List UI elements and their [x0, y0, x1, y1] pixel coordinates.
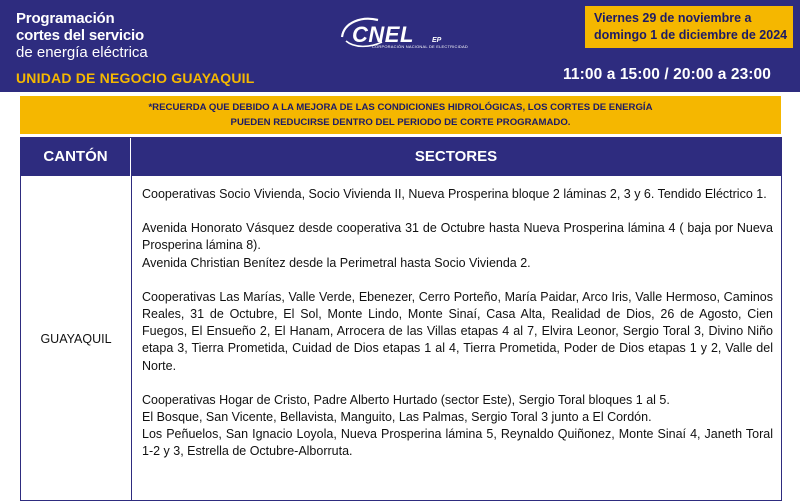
logo-suffix: EP [432, 37, 442, 44]
page-title [16, 10, 148, 61]
sector-paragraph [142, 392, 773, 461]
header-canton: CANTÓN [21, 138, 131, 176]
logo-subtitle: CORPORACIÓN NACIONAL DE ELECTRICIDAD [372, 44, 468, 49]
sector-line: Cooperativas Socio Vivienda, Socio Vivienda II, Nueva Prosperina bloque 2 láminas 2, 3 y 6. Tendido Eléctrico 1. [142, 187, 767, 201]
notice-line-1: *RECUERDA QUE DEBIDO A LA MEJORA DE LAS CONDICIONES HIDROLÓGICAS, LOS CORTES DE ENERGÍA [148, 102, 653, 113]
title-line-2: cortes del servicio [16, 27, 144, 44]
header-sectores: SECTORES [131, 138, 781, 176]
sector-line: Los Peñuelos, San Ignacio Loyola, Nueva Prosperina lámina 5, Reynaldo Quiñonez, Monte Sinaí 4, Janeth Toral 1-2 y 3, Estrella de Octubre-Alborruta. [142, 427, 773, 459]
date-line-1: Viernes 29 de noviembre a [594, 11, 752, 25]
outage-table [20, 137, 782, 501]
canton-cell: GUAYAQUIL [40, 332, 112, 346]
column-divider [131, 176, 132, 501]
logo-text: CNEL [352, 22, 414, 47]
sectores-cell [142, 186, 773, 478]
hours-label: 11:00 a 15:00 / 20:00 a 23:00 [563, 66, 772, 83]
title-line-1: Programación [16, 10, 115, 27]
sector-paragraph [142, 289, 773, 375]
header-banner [0, 0, 800, 92]
notice-banner [20, 96, 781, 134]
sector-line: El Bosque, San Vicente, Bellavista, Manguito, Las Palmas, Sergio Toral 3 junto a El Cordón. [142, 410, 652, 425]
date-line-2: domingo 1 de diciembre de 2024 [594, 28, 788, 42]
sector-paragraph [142, 220, 773, 272]
sector-line: Avenida Honorato Vásquez desde cooperativa 31 de Octubre hasta Nueva Prosperina lámina 4 ( baja por Nueva Prosperina lámina 8). [142, 221, 773, 253]
sector-line: Cooperativas Las Marías, Valle Verde, Ebenezer, Cerro Porteño, María Paidar, Arco Iris, Valle Hermoso, Caminos Reales, 31 de Octubre, El Sol, Monte Lindo, Monte Sinaí, Casa Alta, Realidad de Dios, 26 de Agosto, Cien Fuegos, El Ensueño 2, El Hanam, Arrocera de las Villas etapas 4 al 7, Elvira Leonor, Sergio Toral 3, Divino Niño etapa 3, Tierra Prometida, Cuidad de Dios etapas 1 al 4, Tierra Prometida, Poder de Dios etapas 1 y 2, Valle del Norte. [142, 289, 773, 373]
sector-paragraph [142, 186, 773, 203]
notice-line-2: PUEDEN REDUCIRSE DENTRO DEL PERIODO DE CORTE PROGRAMADO. [230, 117, 571, 128]
date-range-box [585, 6, 793, 48]
business-unit-label: UNIDAD DE NEGOCIO GUAYAQUIL [16, 70, 255, 86]
title-line-3: de energía eléctrica [16, 44, 148, 61]
sector-line: Avenida Christian Benítez desde la Perimetral hasta Socio Vivienda 2. [142, 255, 531, 270]
sector-line: Cooperativas Hogar de Cristo, Padre Alberto Hurtado (sector Este), Sergio Toral bloques 1 al 5. [142, 392, 670, 407]
